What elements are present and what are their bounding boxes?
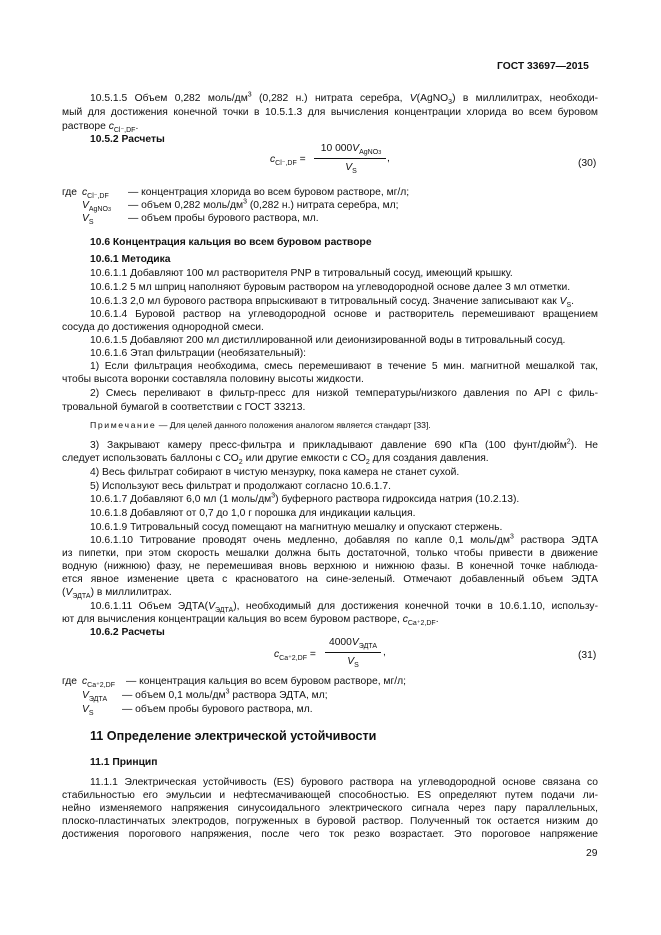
heading-11-1: 11.1 Принцип xyxy=(90,757,158,768)
formula-31-numerator: $4000V_{ЭДТА}$ xyxy=(328,637,378,651)
step-1-line-2: чтобы высота воронки составляла половину высоты жидкости. xyxy=(62,374,364,385)
paragraph-11-1-1-line-1: 11.1.1 Электрическая устойчивость (ES) бурового раствора на углеводородной основе связана со xyxy=(90,777,598,788)
where-30-text-2: — объем 0,282 моль/$дм^3$ (0,282 н.) нитрата серебра, мл; xyxy=(128,198,399,211)
paragraph-10-6-1-2: 10.6.1.2 5 мл шприц наполняют буровым раствором на углеводородной основе далее 3 мл отметки. xyxy=(90,282,571,293)
paragraph-10-6-1-10-line-1: 10.6.1.10 Титрование проводят очень медленно, добавляя по капле 0,1 моль/$дм^3$ раствора ЭДТА xyxy=(90,533,598,546)
where-30-text-3: — объем пробы бурового раствора, мл. xyxy=(128,213,319,224)
formula-31-denominator: $V_S$ xyxy=(347,656,359,670)
step-2-line-2: тровальной бумагой в соответствии с ГОСТ 33213. xyxy=(62,402,306,413)
paragraph-11-1-1-line-4: плоско-пластинчатых электродов, погруженных в буровой раствор. Полученный ток остается низким до xyxy=(62,816,598,827)
paragraph-10-6-1-10-line-2: из пипетки, при этом скорость мешалки должна быть достаточной, только чтобы привести в движение xyxy=(62,548,598,559)
where-30-text-1: — концентрация хлорида во всем буровом растворе, мг/л; xyxy=(128,187,410,198)
step-5: 5) Используют весь фильтрат и продолжают согласно 10.6.1.7. xyxy=(90,481,391,492)
step-4: 4) Весь фильтрат собирают в чистую мензурку, пока камера не станет сухой. xyxy=(90,467,460,478)
paragraph-10-6-1-11-line-1: 10.6.1.11 Объем $ЭДТА(V_{ЭДТА})$, необходимый для достижения конечной точки в 10.6.1.10, использу- xyxy=(90,601,598,615)
paragraph-11-1-1-line-2: стабильностью его эмульсии и нефтесмачивающей способностью. ES определяют путем подачи ли- xyxy=(62,790,598,801)
where-31-text-1: — концентрация кальция во всем буровом растворе, мг/л; xyxy=(126,676,406,687)
formula-31-number: (31) xyxy=(578,650,597,661)
step-2-line-1: 2) Смесь переливают в фильтр-пресс для низкой температуры/низкого давления по API с филь- xyxy=(90,388,598,399)
where-31-text-2: — объем 0,1 моль/$дм^3$ раствора ЭДТА, мл; xyxy=(122,688,328,701)
paragraph-10-6-1-10-line-4: ется явное изменение цвета с красноватого на сине-зеленый. Отмечают добавленный объем ЭДТА xyxy=(62,574,598,585)
paragraph-10-6-1-11-line-2: ют для вычисления концентрации кальция во всем буровом растворе, $c_{Ca^+2,DF}$. xyxy=(62,614,439,628)
paragraph-10-6-1-4-line-2: сосуда до достижения однородной смеси. xyxy=(62,322,264,333)
where-31-symbol-2: $V_{ЭДТА}$ xyxy=(82,690,108,704)
where-30-symbol-1: $c_{Cl^-,DF}$ xyxy=(82,187,109,201)
formula-30-numerator: 10 $000V_{AgNO3}$ xyxy=(320,143,382,157)
where-31-text-3: — объем пробы бурового раствора, мл. xyxy=(122,704,313,715)
where-30-symbol-3: $V_S$ xyxy=(82,213,94,227)
paragraph-10-6-1-1: 10.6.1.1 Добавляют 100 мл растворителя PNP в титровальный сосуд, имеющий крышку. xyxy=(90,268,513,279)
heading-10-6-2: 10.6.2 Расчеты xyxy=(90,627,165,638)
formula-30-lhs: $c_{Cl^-,DF}$ = xyxy=(270,154,306,168)
where-31-symbol-1: $c_{Ca^+2,DF}$ xyxy=(82,676,115,690)
step-3-line-1: 3) Закрывают камеру пресс-фильтра и прикладывают давление 690 кПа (100 фунт/дюйм$^2$). Не xyxy=(90,438,598,451)
formula-30-number: (30) xyxy=(578,158,597,169)
paragraph-10-5-1-5-line-2: мый для достижения конечной точки в 10.5.1.3 для вычисления концентрации хлорида во всем буровом xyxy=(62,107,598,118)
where-31-label: где xyxy=(62,676,78,687)
paragraph-10-6-1-5: 10.6.1.5 Добавляют 200 мл дистиллированной или деионизированной воды в титровальный сосуд. xyxy=(90,335,566,346)
paragraph-10-6-1-10-line-5: $(V_{ЭДТА})$ в миллилитрах. xyxy=(62,587,172,601)
paragraph-10-6-1-3: 10.6.1.3 2,0 мл бурового раствора впрыскивают в титровальный сосуд. Значение записывают как $V_S$. xyxy=(90,296,575,310)
paragraph-11-1-1-line-3: нейно изменяемого напряжения синусоидального электрического сигнала через пару параллельных, xyxy=(62,803,598,814)
paragraph-10-6-1-9: 10.6.1.9 Титровальный сосуд помещают на магнитную мешалку и опускают стержень. xyxy=(90,522,503,533)
step-3-line-2: следует использовать баллоны с $CO_2$ или другие емкости с $CO_2$ для создания давления. xyxy=(62,453,489,467)
heading-11: 11 Определение электрической устойчивости xyxy=(90,729,377,743)
formula-31-lhs: $c_{Ca^+2,DF}$ = xyxy=(274,649,316,663)
page-number: 29 xyxy=(586,848,598,859)
document-id: ГОСТ 33697—2015 xyxy=(497,61,589,72)
paragraph-10-6-1-7: 10.6.1.7 Добавляют 6,0 мл (1 моль/$дм^3$) буферного раствора гидроксида натрия (10.2.13). xyxy=(90,492,520,505)
where-31-symbol-3: $V_S$ xyxy=(82,704,94,718)
step-1-line-1: 1) Если фильтрация необходима, смесь перемешивают в течение 5 мин. магнитной мешалкой так, xyxy=(90,361,598,372)
paragraph-10-6-1-6: 10.6.1.6 Этап фильтрации (необязательный): xyxy=(90,348,306,359)
heading-10-6-1: 10.6.1 Методика xyxy=(90,254,171,265)
paragraph-10-6-1-4-line-1: 10.6.1.4 Буровой раствор на углеводородной основе и растворитель перемешивают вращением xyxy=(90,309,598,320)
formula-31-comma: , xyxy=(383,647,386,658)
paragraph-10-6-1-10-line-3: водную (нижнюю) фазу, не перемешивая вновь верхнюю и нижнюю фазы. В конечной точке наблюда- xyxy=(62,561,598,572)
heading-10-5-2: 10.5.2 Расчеты xyxy=(90,134,165,145)
note: Примечание — Для целей данного положения аналогом является стандарт [33]. xyxy=(90,420,431,430)
paragraph-10-6-1-8: 10.6.1.8 Добавляют от 0,7 до 1,0 г порошка для индикации кальция. xyxy=(90,508,416,519)
formula-30-denominator: $V_S$ xyxy=(345,162,357,176)
paragraph-11-1-1-line-5: достижения порогового напряжения, после чего ток резко возрастает. Это пороговое напряжение xyxy=(62,829,598,840)
formula-31-fraction-line xyxy=(325,652,381,653)
where-30-label: где xyxy=(62,187,78,198)
formula-30-fraction-line xyxy=(314,158,386,159)
heading-10-6: 10.6 Концентрация кальция во всем буровом растворе xyxy=(90,237,372,248)
formula-30-comma: , xyxy=(387,153,390,164)
paragraph-10-5-1-5-line-1: 10.5.1.5 Объем 0,282 моль/$дм^3$ (0,282 н.) нитрата серебра, V(AgNO$_3$) в миллилитрах, необходи- xyxy=(90,91,598,107)
where-30-symbol-2: $V_{AgNO3}$ xyxy=(82,200,111,214)
paragraph-10-5-1-5-line-3: растворе $c_{Cl^-,DF}$. xyxy=(62,121,139,135)
